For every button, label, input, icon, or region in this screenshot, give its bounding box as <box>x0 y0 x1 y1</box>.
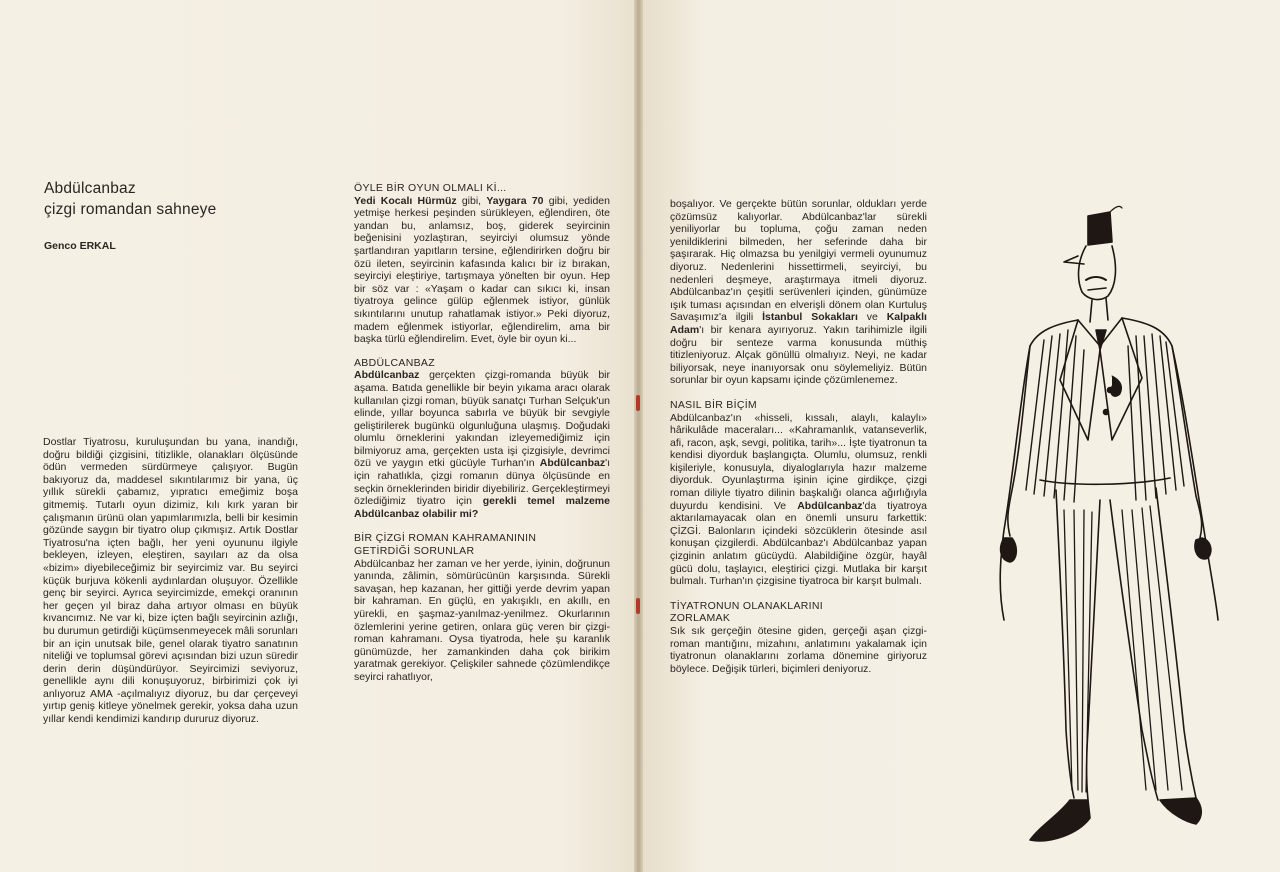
heading-line: GETİRDİĞİ SORUNLAR <box>354 545 475 558</box>
author-name: Genco ERKAL <box>44 240 116 252</box>
text-run: 'da tiyatroya aktarılamayacak olan en önemli unsuru farkettik: ÇİZGİ. Balonların içindeki sözcüklerin ötesinde asıl konuşan çizgilerdi. Abdülcanbaz'ı Abdülcanbaz yapan çizginin anlatım gücüydü. Alabildiğine özgür, hayâl gücü dolu, taşlayıcı, eleştirici çizgi. Mutlaka bir karşıt bulmalı. Turhan'ın çizgisine tiyatroca bir karşıt bulmalı. <box>670 499 927 588</box>
column-2 <box>354 182 610 684</box>
body-paragraph: Dostlar Tiyatrosu, kuruluşundan bu yana, inandığı, doğru bildiği çizgisini, titizlikle, olanakları ölçüsünde ödün vermeden sürdürmeye çalışıyor. Bugün bakıyoruz da, maddesel sıkıntılarımız bir yana, üç yıllık sürekli çabamız, yıpratıcı emeğimiz boşa gitmemiş. Tutarlı oyun dizimiz, kılı kırk yaran bir çalışmanın ürünü olan yapımlarımızla, belli bir kesimin gözünde saygın bir tiyatro olup çıkmışız. Artık Dostlar Tiyatrosu'na içten bağlı, her yeni oyununu ilgiyle bekleyen, izleyen, eleştiren, sayıları az da olsa «bizim» diyebileceğimiz bir seyircimiz var. Bu seyirci küçük burjuva kökenli aydınlardan oluşuyor. Özellikle genç bir seyirci. Ayrıca seyircimizde, emekçi oranının her geçen yıl biraz daha artıyor olması en büyük kıvancımız. Ne var ki, bize içten bağlı seyircinin azlığı, bu durumun getirdiği küçümsenmeyecek mâli sorunları bir an için unutsak bile, genel olarak tiyatro sanatının niteliği ve toplumsal görevi açısından bizi uzun süredir derin derin düşündürüyor. Seyircimizi seviyoruz, genellikle aynı dili konuşuyoruz, birbirimizi çok iyi anlıyoruz AMA -açılmalıyız diyoruz, bu dar çerçeveyi yırtıp geniş kitleye yönelmek gerekir, yoksa daha uzun yıllar kendi kendimizi kandırıp dururuz diyoruz. <box>43 436 298 726</box>
body-paragraph <box>670 198 927 387</box>
column-1 <box>43 436 298 726</box>
text-run: gerçekten çizgi-romanda büyük bir aşama. Batıda genellikle bir beyin yıkama aracı olarak kullanılan çizgi roman, büyük sanatçı Turhan Selçuk'un elinde, yıllar boyunca sabırla ve büyük bir sevgiyle geliştirilerek bugünkü olgunluğuna ulaşmış. Doğudaki olumlu örneklerini yakından izleyemediğimiz için bilmiyoruz ama, gerçekten usta işi çizgisiyle, devrimci özü ve yaygın etki gücüyle Turhan'ın <box>354 369 610 470</box>
staple-mark <box>636 598 640 614</box>
heading-line: BİR ÇİZGİ ROMAN KAHRAMANININ <box>354 532 537 545</box>
text-run: Gerçekleştirmeyi özlediğimiz tiyatro için <box>354 482 611 508</box>
section-heading: ÖYLE BİR OYUN OLMALI Kİ... <box>354 182 507 194</box>
text-run: 'ı için rahatlıkla, çizgi romanın dünya ölçüsünde en seçkin örneklerinden biridir diyebiliriz. <box>354 457 610 495</box>
body-paragraph <box>354 369 610 520</box>
book-gutter <box>634 0 643 872</box>
bold-text: Kalpaklı Adam <box>670 311 927 336</box>
heading-line: ZORLAMAK <box>670 612 731 625</box>
bold-text: Yedi Kocalı Hürmüz <box>354 194 457 207</box>
bold-text: Yaygara 70 <box>486 194 544 207</box>
section-heading <box>670 600 927 625</box>
title-line-2: çizgi romandan sahneye <box>44 201 217 218</box>
bold-text: İstanbul Sokakları <box>762 311 858 324</box>
text-run: boşalıyor. Ve gerçekte bütün sorunlar, oldukları yerde çözümsüz kalıyorlar. Abdülcanbaz'lar sürekli yeniliyorlar bu topluma, çoğu zaman neden yenildiklerini bilmeden, her seferinde daha bir şaşırarak. Hiç olmazsa bu yenilgiyi vermeli oyunumuz diyoruz. Nedenlerini hissettirmeli, seyirciyi, bu nedenleri deşmeye, araştırmaya itmeli diyoruz. Abdülcanbaz'ın çeşitli serüvenleri içinden, günümüze ışık tuması açısından en elverişli dönem olan Kurtuluş Savaşımız'a ilgili <box>670 198 927 324</box>
section-heading: NASIL BİR BİÇİM <box>670 398 757 411</box>
text-run: gibi, yediden yetmişe herkesi peşinden sürükleyen, eğlendiren, öte yandan bu, anlamsız, boş, giderek seyircinin beğenisini yozlaştıran, seyirciyi olumsuz yönde şartlandıran yapıtların tersine, eğlendirirken doğru bir özü ileten, seyircinin kafasında kalıcı bir iz bırakan, seyirciyi eleştiriye, tartışmaya yönelten bir oyun. Hep bir söz var : «Yaşam o kadar can sıkıcı ki, insan tiyatroya gelince gülüp eğlenmek istiyor, günlük sıkıntılarını unutup rahatlamak istiyor.» Peki diyoruz, madem eğlenmek istiyorlar, eğlendirelim, ama bir başka türlü eğlendirelim. Evet, öyle bir oyun ki... <box>354 194 610 346</box>
text-run: ve <box>857 311 887 324</box>
heading-line: TİYATRONUN OLANAKLARINI <box>670 599 823 612</box>
text-run: gibi, <box>456 194 487 207</box>
text-run: Abdülcanbaz'ın «hisseli, kıssalı, alaylı, kalaylı» hârikulâde maceraları... «Kahramanlık, vatanseverlik, afi, racon, aşk, sevgi, politika, tarih»... İşte tiyatronun ta kendisi diyorduk başlangıçta. Olumlu, olumsuz, renkli kişileriyle, konusuyla, diyaloglarıyla hazır malzeme diyorduk. Oyunlaştırma işinin içine girdikçe, çizgi roman diliyle tiyatro dilinin başkalığı olanca ağırlığıyla duyurdu kendisini. Ve <box>670 411 927 512</box>
section-heading: ABDÜLCANBAZ <box>354 356 435 369</box>
bold-text: gerekli temel malzeme Abdülcanbaz olabilir mi? <box>354 495 610 520</box>
body-paragraph <box>354 195 610 346</box>
title-line-1: Abdülcanbaz <box>44 180 136 197</box>
abdulcanbaz-drawing-icon <box>960 150 1260 850</box>
column-3 <box>670 198 927 675</box>
text-run: 'ı bir kenara ayırıyoruz. Yakın tarihimizle ilgili doğru bir senteze varma konusunda müthiş titizleniyoruz. Alçak gönüllü olmalıyız. Neyi, ne kadar biliyorsak, neye inanıyorsak onu söylemeliyiz. Bütün sorunlar bir oyun kapsamı içinde çözümlenemez. <box>670 323 927 387</box>
body-paragraph: Sık sık gerçeğin ötesine giden, gerçeği aşan çizgi-roman mantığını, mizahını, anlatımını yakalamak için tiyatronun olanaklarını zorlama dönemine giriyoruz böylece. Değişik türleri, biçimleri deniyoruz. <box>670 625 927 675</box>
bold-text: Abdülcanbaz <box>354 369 420 382</box>
body-paragraph: Abdülcanbaz her zaman ve her yerde, iyinin, doğrunun yanında, zâlimin, sömürücünün karşısında. Sürekli savaşan, hep kazanan, her gittiği yerde devrim yapan bir kahraman. En güçlü, en yakışıklı, en akıllı, en yürekli, en şaşmaz-yanılmaz-yenilmez. Okurlarının özlemlerini yerine getiren, onlara güç veren bir çizgi-roman kahramanı. Oysa tiyatroda, hele şu karanlık günümüzde, her zamankinden daha çok birikim yaratmak gerekiyor. Çelişkiler sahnede çözümlendikçe seyirci rahatlıyor, <box>354 557 610 683</box>
section-heading <box>354 532 610 557</box>
body-paragraph <box>670 412 927 588</box>
bold-text: Abdülcanbaz <box>797 499 863 512</box>
bold-text: Abdülcanbaz <box>539 457 606 470</box>
staple-mark <box>636 395 640 411</box>
article-title <box>44 178 304 220</box>
